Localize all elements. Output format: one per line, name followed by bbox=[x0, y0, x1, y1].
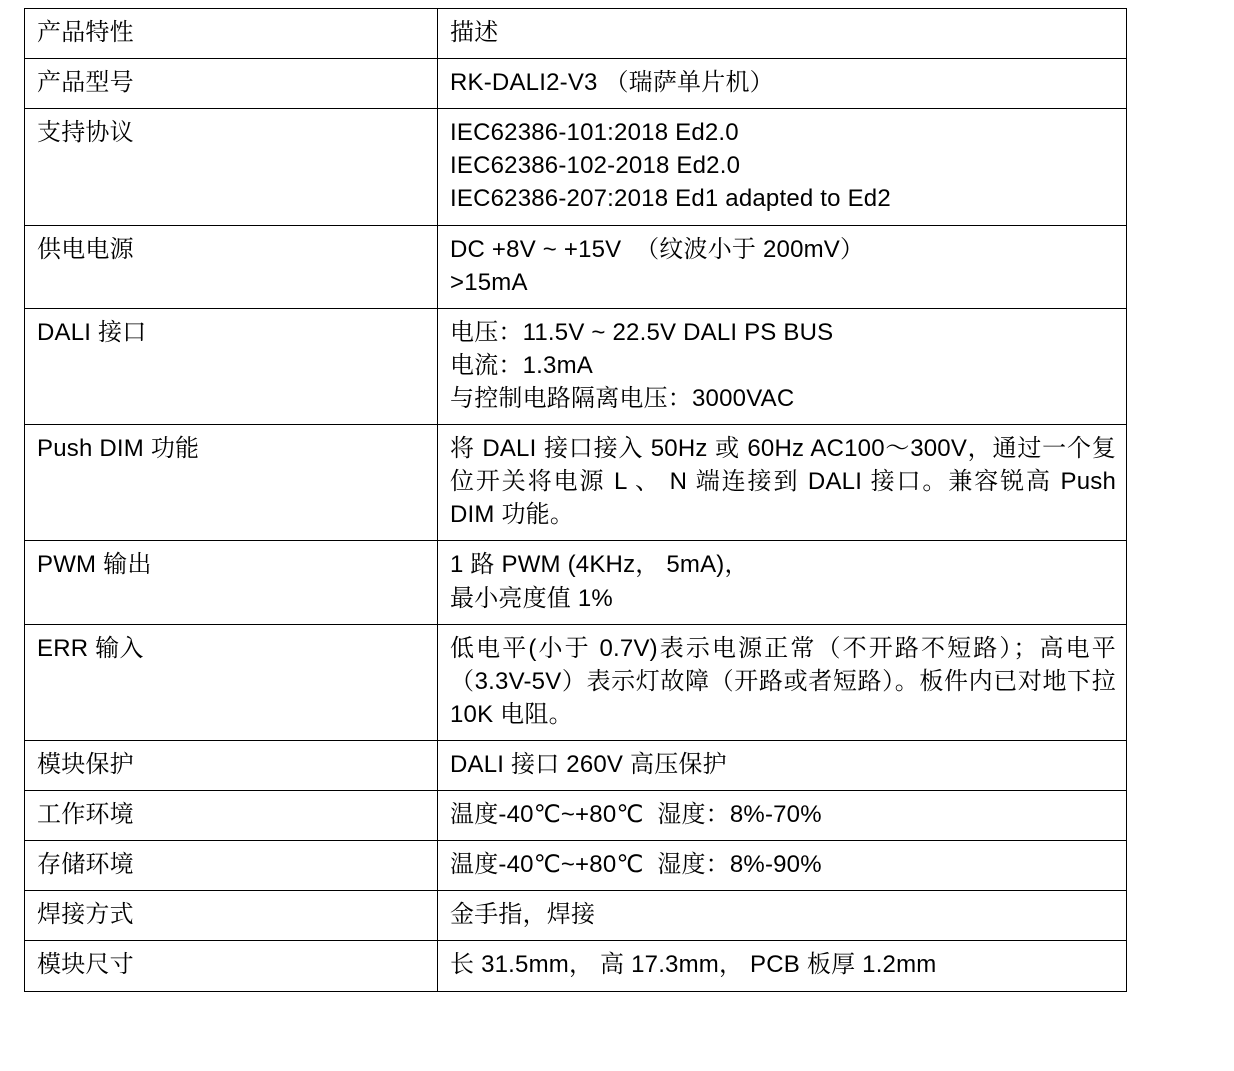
table-row bbox=[25, 941, 1127, 991]
cell-description-line: 温度-40℃~+80℃ 湿度：8%-90% bbox=[450, 851, 822, 879]
cell-description-line: DALI 接口 260V 高压保护 bbox=[450, 750, 727, 778]
cell-description-line: DC +8V ~ +15V （纹波小于 200mV） bbox=[450, 235, 865, 263]
cell-description bbox=[438, 308, 1127, 424]
column-header-feature: 产品特性 bbox=[25, 9, 438, 59]
cell-description bbox=[438, 541, 1127, 624]
table-row bbox=[25, 891, 1127, 941]
table-row bbox=[25, 225, 1127, 308]
column-header-description bbox=[438, 9, 1127, 59]
table-row bbox=[25, 59, 1127, 109]
table-body bbox=[25, 9, 1127, 992]
cell-description-line: 最小亮度值 1% bbox=[450, 584, 613, 612]
cell-description-line: >15mA bbox=[450, 268, 528, 296]
cell-description bbox=[438, 425, 1127, 541]
cell-description bbox=[438, 891, 1127, 941]
cell-description bbox=[438, 59, 1127, 109]
cell-feature: 供电电源 bbox=[25, 225, 438, 308]
cell-description-line: 低电平(小于 0.7V)表示电源正常（不开路不短路）；高电平（3.3V-5V）表示灯故障（开路或者短路）。板件内已对地下拉 10K 电阻。 bbox=[450, 634, 1123, 728]
cell-description-line: 将 DALI 接口接入 50Hz 或 60Hz AC100～300V，通过一个复位开关将电源 L 、 N 端连接到 DALI 接口。兼容锐高 Push DIM 功能。 bbox=[450, 435, 1123, 529]
table-row bbox=[25, 791, 1127, 841]
table-row bbox=[25, 740, 1127, 790]
cell-description-line: 与控制电路隔离电压：3000VAC bbox=[450, 384, 795, 412]
cell-feature: PWM 输出 bbox=[25, 541, 438, 624]
cell-feature: DALI 接口 bbox=[25, 308, 438, 424]
product-specification-table bbox=[24, 8, 1127, 992]
table-row bbox=[25, 308, 1127, 424]
cell-description-line: 1 路 PWM (4KHz， 5mA)， bbox=[450, 551, 749, 579]
cell-feature: ERR 输入 bbox=[25, 624, 438, 740]
cell-feature: 产品型号 bbox=[25, 59, 438, 109]
table-row bbox=[25, 624, 1127, 740]
table-row bbox=[25, 541, 1127, 624]
cell-description bbox=[438, 941, 1127, 991]
cell-feature: 焊接方式 bbox=[25, 891, 438, 941]
cell-description-line: 描述 bbox=[450, 19, 499, 46]
table-header-row bbox=[25, 9, 1127, 59]
cell-description-line: 金手指，焊接 bbox=[450, 901, 596, 929]
cell-description-line: IEC62386-101:2018 Ed2.0 bbox=[450, 119, 739, 147]
cell-feature: 工作环境 bbox=[25, 791, 438, 841]
cell-feature: 存储环境 bbox=[25, 841, 438, 891]
cell-description-line: 温度-40℃~+80℃ 湿度：8%-70% bbox=[450, 801, 822, 829]
cell-description-line: 电压：11.5V ~ 22.5V DALI PS BUS bbox=[450, 318, 834, 346]
cell-feature: Push DIM 功能 bbox=[25, 425, 438, 541]
cell-description bbox=[438, 109, 1127, 225]
cell-description-line: 电流：1.3mA bbox=[450, 351, 593, 379]
cell-feature: 模块保护 bbox=[25, 740, 438, 790]
cell-description bbox=[438, 740, 1127, 790]
table-row bbox=[25, 109, 1127, 225]
cell-feature: 模块尺寸 bbox=[25, 941, 438, 991]
table-row bbox=[25, 841, 1127, 891]
cell-description-line: IEC62386-102-2018 Ed2.0 bbox=[450, 152, 741, 180]
cell-description bbox=[438, 624, 1127, 740]
cell-description-line: RK-DALI2-V3 （瑞萨单片机） bbox=[450, 69, 774, 97]
cell-description bbox=[438, 841, 1127, 891]
table-row bbox=[25, 425, 1127, 541]
cell-feature: 支持协议 bbox=[25, 109, 438, 225]
cell-description bbox=[438, 791, 1127, 841]
cell-description-line: IEC62386-207:2018 Ed1 adapted to Ed2 bbox=[450, 185, 891, 213]
cell-description bbox=[438, 225, 1127, 308]
cell-description-line: 长 31.5mm， 高 17.3mm， PCB 板厚 1.2mm bbox=[450, 951, 937, 979]
